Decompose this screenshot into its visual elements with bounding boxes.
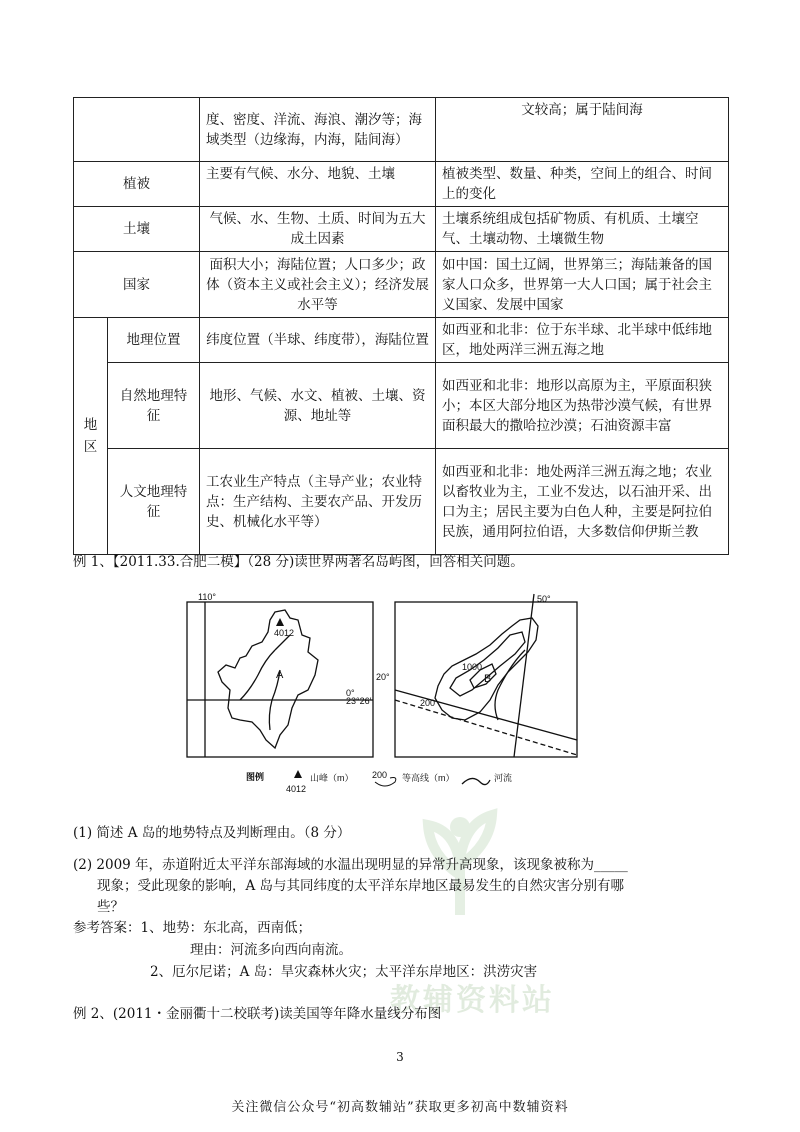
legend-river-label: 河流	[494, 773, 513, 783]
label-peak: 4012	[274, 628, 295, 638]
table-cell: 面积大小；海陆位置；人口多少；政体（资本主义或社会主义）；经济发展水平等	[200, 252, 436, 318]
page-number: 3	[396, 1050, 404, 1064]
label-lat-20: 20°	[376, 672, 390, 682]
table-row	[74, 363, 729, 449]
question-1: (1) 简述 A 岛的地势特点及判断理由。（8 分）	[73, 825, 351, 841]
table-cell: 纬度位置（半球、纬度带），海陆位置	[200, 318, 436, 363]
table-row	[74, 449, 729, 555]
footer-text: 关注微信公众号“初高数辅站”获取更多初高中数辅资料	[231, 1100, 569, 1115]
watermark-text: 教辅资料站	[390, 983, 555, 1018]
label-tropic: 23°26′	[346, 696, 372, 706]
table-cell: 如西亚和北非：位于东半球、北半球中低纬地区，地处两洋三洲五海之地	[436, 318, 729, 363]
table-cell: 如西亚和北非：地形以高原为主，平原面积狭小；本区大部分地区为热带沙漠气候，有世界面积最大的撒哈拉沙漠；石油资源丰富	[436, 363, 729, 449]
label-island-a: A	[276, 669, 284, 681]
table-row	[74, 252, 729, 318]
table-cell: 如中国：国土辽阔，世界第三；海陆兼备的国家人口众多，世界第一大人口国；属于社会主义国家、发展中国家	[436, 252, 729, 318]
legend-river-icon	[462, 778, 490, 784]
tropic-line	[395, 700, 577, 755]
question-2-line1: (2) 2009 年，赤道附近太平洋东部海域的水温出现明显的异常升高现象，该现象被称为_____	[73, 857, 628, 873]
table-cell: 植被类型、数量、种类，空间上的组合、时间上的变化	[436, 162, 729, 207]
table-cell: 土壤系统组成包括矿物质、有机质、土壤空气、土壤动物、土壤微生物	[436, 207, 729, 252]
table-cell: 度、密度、洋流、海浪、潮汐等；海域类型（边缘海，内海，陆间海）	[200, 98, 436, 162]
legend-peak-value: 4012	[286, 784, 307, 794]
peak-icon	[276, 618, 284, 626]
legend-contour-value: 200	[372, 770, 388, 780]
river	[495, 650, 525, 720]
table-cell: 植被	[74, 162, 200, 207]
table-cell: 主要有气候、水分、地貌、土壤	[200, 162, 436, 207]
answer-1: 参考答案：1、地势：东北高，西南低；	[73, 920, 312, 936]
table-cell: 自然地理特征	[108, 363, 200, 449]
table-cell	[74, 98, 200, 162]
legend-peak-label: 山峰（m）	[310, 773, 354, 783]
table-row	[74, 162, 729, 207]
question-2-line3: 些？	[97, 899, 124, 915]
legend-contour-label: 等高线（m）	[402, 773, 455, 783]
label-right-lon: 50°	[537, 594, 551, 604]
table-cell: 土壤	[74, 207, 200, 252]
table-row	[74, 98, 729, 162]
label-equator: 0°	[346, 688, 355, 698]
table-cell: 地理位置	[108, 318, 200, 363]
table-cell: 工农业生产特点（主导产业；农业特点：生产结构、主要农产品、开发历史、机械化水平等）	[200, 449, 436, 555]
question-2-line2: 现象；受此现象的影响，A 岛与其同纬度的太平洋东岸地区最易发生的自然灾害分别有哪	[97, 878, 625, 894]
region-label: 地区	[74, 318, 108, 555]
answer-1-reason: 理由：河流多向西向南流。	[190, 942, 352, 958]
river	[240, 650, 275, 700]
table-cell: 文较高；属于陆间海	[436, 98, 729, 162]
map-legend	[246, 770, 512, 794]
table-row	[74, 207, 729, 252]
example1-title: 例 1、【2011.33.合肥二模】（28 分)读世界两著名岛屿图，回答相关问题。	[73, 554, 524, 570]
answer-2: 2、厄尔尼诺；A 岛：旱灾森林火灾；太平洋东岸地区：洪涝灾害	[150, 964, 538, 980]
label-contour-200: 200	[420, 698, 436, 708]
table-row	[74, 318, 729, 363]
label-left-lon: 110°	[198, 592, 216, 602]
island-a-outline	[218, 610, 318, 748]
legend-peak-icon	[294, 770, 302, 778]
label-contour-1000: 1000	[462, 662, 483, 672]
table-cell: 人文地理特征	[108, 449, 200, 555]
knowledge-table	[73, 97, 729, 555]
table-cell: 气候、水、生物、土质、时间为五大成土因素	[200, 207, 436, 252]
table-cell: 地形、气候、水文、植被、土壤、资源、地址等	[200, 363, 436, 449]
label-island-b: B	[484, 673, 492, 685]
islands-map	[180, 590, 600, 800]
table-cell: 国家	[74, 252, 200, 318]
example2-title: 例 2、(2011・金丽衢十二校联考)读美国等年降水量线分布图	[73, 1006, 442, 1022]
table-cell: 如西亚和北非：地处两洋三洲五海之地；农业以畜牧业为主，工业不发达，以石油开采、出口为主；居民主要为白色人种，主要是阿拉伯民族，通用阿拉伯语，大多数信仰伊斯兰教	[436, 449, 729, 555]
legend-title: 图例	[246, 772, 265, 782]
